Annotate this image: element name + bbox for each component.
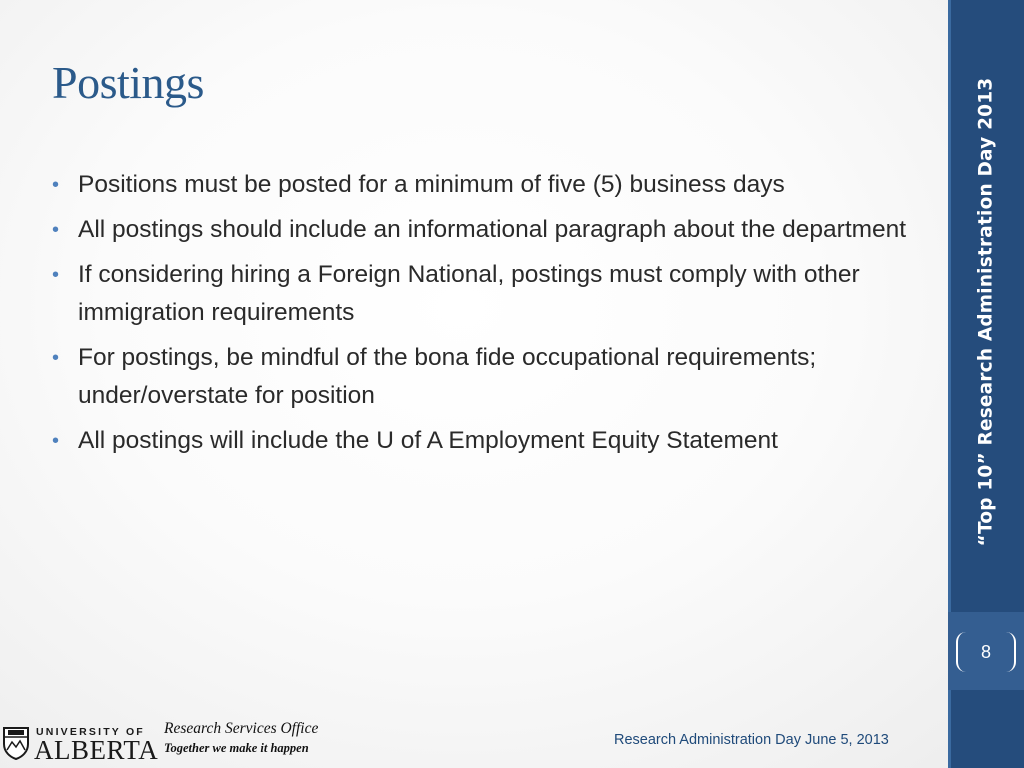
footer-event: Research Administration Day June 5, 2013: [614, 732, 889, 748]
bullet-item: [50, 166, 920, 204]
bullet-item: [50, 256, 920, 332]
bullet-text: Positions must be posted for a minimum of five (5) business days: [78, 171, 785, 198]
logo-alberta-text: ALBERTA: [34, 735, 159, 765]
university-logo: [2, 724, 159, 766]
bullet-icon: •: [52, 430, 60, 452]
crest-icon: [2, 726, 30, 760]
bullet-list: [50, 166, 920, 467]
sidebar-vertical-title: “Top 10” Research Administration Day 2013: [975, 77, 997, 547]
bullet-item: [50, 211, 920, 249]
bullet-item: [50, 422, 920, 460]
slide-title: Postings: [52, 57, 204, 108]
page-number: 8: [980, 642, 991, 662]
sidebar-band: [948, 0, 1024, 768]
footer-tagline: Together we make it happen: [164, 741, 309, 755]
bullet-icon: •: [52, 174, 60, 196]
logo-university-text: UNIVERSITY OF: [36, 726, 145, 738]
bullet-icon: •: [52, 347, 60, 369]
page-number-box: [948, 612, 1024, 690]
bullet-icon: •: [52, 264, 60, 286]
bullet-text: All postings will include the U of A Employment Equity Statement: [78, 427, 778, 454]
bullet-text: For postings, be mindful of the bona fide occupational requirements; under/overstate for position: [78, 344, 817, 409]
bullet-text: All postings should include an informational paragraph about the department: [78, 216, 907, 243]
bullet-text: If considering hiring a Foreign National, postings must comply with other immigration requirements: [78, 261, 860, 326]
bullet-icon: •: [52, 219, 60, 241]
bullet-item: [50, 339, 920, 415]
footer-office: Research Services Office: [164, 720, 319, 737]
